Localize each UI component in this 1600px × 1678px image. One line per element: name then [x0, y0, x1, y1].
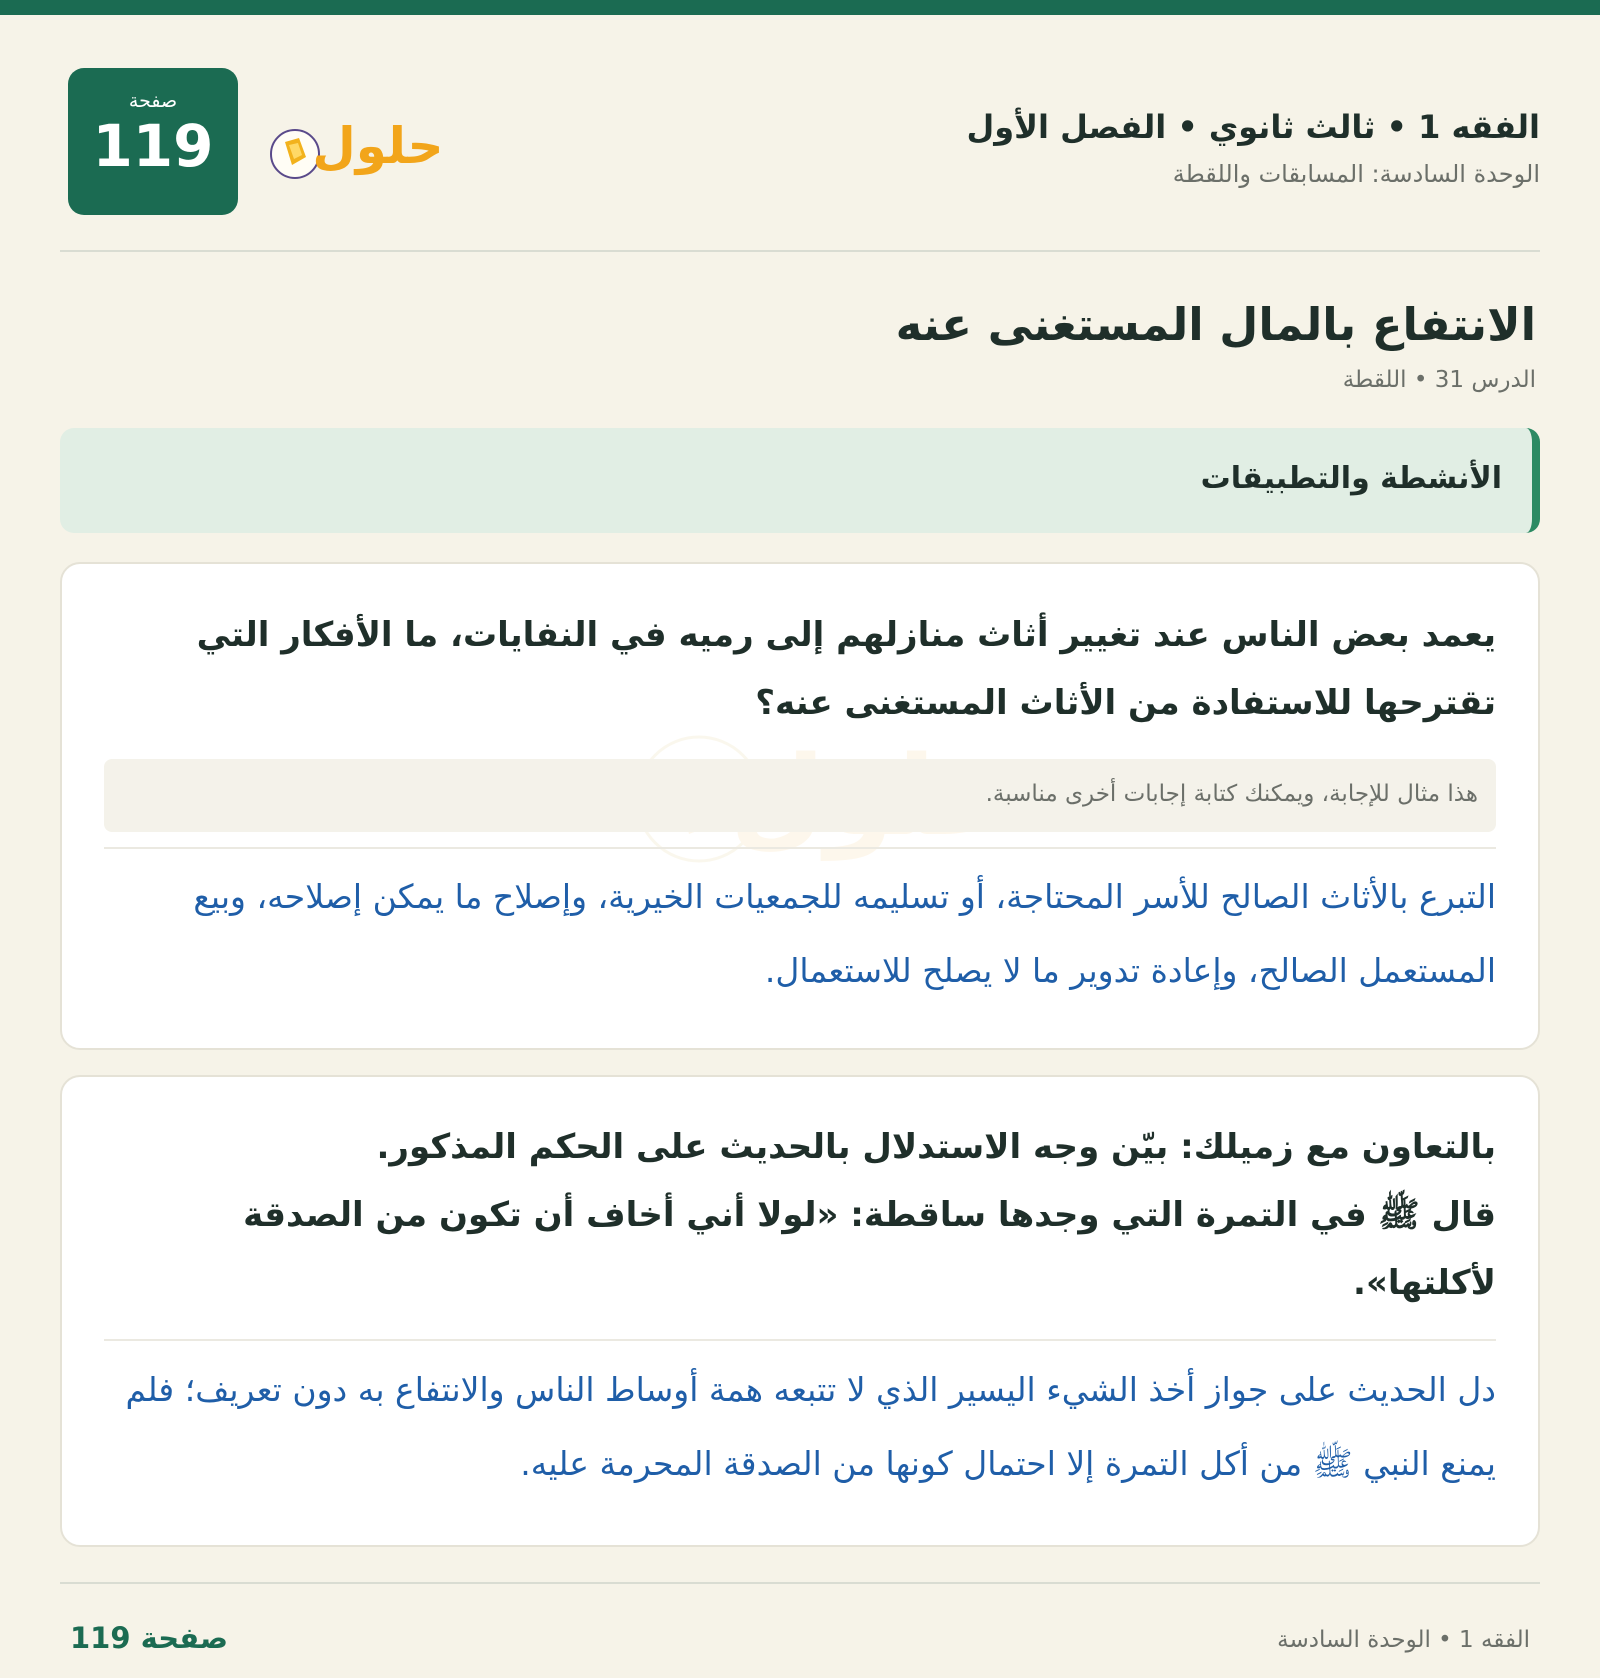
- hadith-text: قال ﷺ في التمرة التي وجدها ساقطة: «لولا أني أخاف أن تكون من الصدقة لأكلتها».: [243, 1195, 1496, 1303]
- hint-text: هذا مثال للإجابة، ويمكنك كتابة إجابات أخرى مناسبة.: [985, 781, 1478, 807]
- page-header: [60, 68, 1540, 220]
- hulul-logo-icon: [268, 105, 443, 179]
- unit-subtitle: الوحدة السادسة: المسابقات واللقطة: [1172, 160, 1540, 188]
- question-card-1: [60, 562, 1540, 1050]
- header-text: [966, 108, 1540, 188]
- answer-text: التبرع بالأثاث الصالح للأسر المحتاجة، أو تسليمه للجمعيات الخيرية، وإصلاح ما يمكن إصلاحه، وبيع المستعمل الصالح، وإعادة تدوير ما لا يصلح للاستعمال.: [193, 877, 1496, 990]
- question-text: بالتعاون مع زميلك: بيّن وجه الاستدلال بالحديث على الحكم المذكور.: [376, 1127, 1496, 1167]
- lesson-meta: الدرس 31 • اللقطة: [1342, 367, 1536, 393]
- question-card-2: [60, 1075, 1540, 1547]
- card-divider: [104, 847, 1496, 849]
- book-title: الفقه 1 • ثالث ثانوي • الفصل الأول: [966, 108, 1540, 146]
- footer-divider: [60, 1582, 1540, 1584]
- section-banner: [60, 428, 1540, 533]
- page: [0, 15, 1600, 1678]
- footer-page-number: صفحة 119: [70, 1621, 229, 1655]
- section-title: الأنشطة والتطبيقات: [1200, 461, 1502, 496]
- card-divider: [104, 1339, 1496, 1341]
- hulul-logo[interactable]: [268, 105, 443, 179]
- top-accent-bar: [0, 0, 1600, 15]
- answer-hint: [104, 759, 1496, 832]
- svg-text:حلول: حلول: [312, 117, 443, 175]
- lesson-title: الانتفاع بالمال المستغنى عنه: [895, 298, 1536, 351]
- answer-text: دل الحديث على جواز أخذ الشيء اليسير الذي لا تتبعه همة أوساط الناس والانتفاع به دون تعريف؛ فلم يمنع النبي ﷺ من أكل التمرة إلا احتمال كونها من الصدقة المحرمة عليه.: [125, 1370, 1496, 1483]
- page-label: صفحة: [128, 90, 178, 112]
- header-divider: [60, 250, 1540, 252]
- page-number: 119: [92, 112, 214, 180]
- footer-book-info: الفقه 1 • الوحدة السادسة: [1277, 1627, 1530, 1653]
- page-number-badge: [68, 68, 238, 215]
- question-text: يعمد بعض الناس عند تغيير أثاث منازلهم إلى رميه في النفايات، ما الأفكار التي تقترحها للاستفادة من الأثاث المستغنى عنه؟: [196, 615, 1496, 723]
